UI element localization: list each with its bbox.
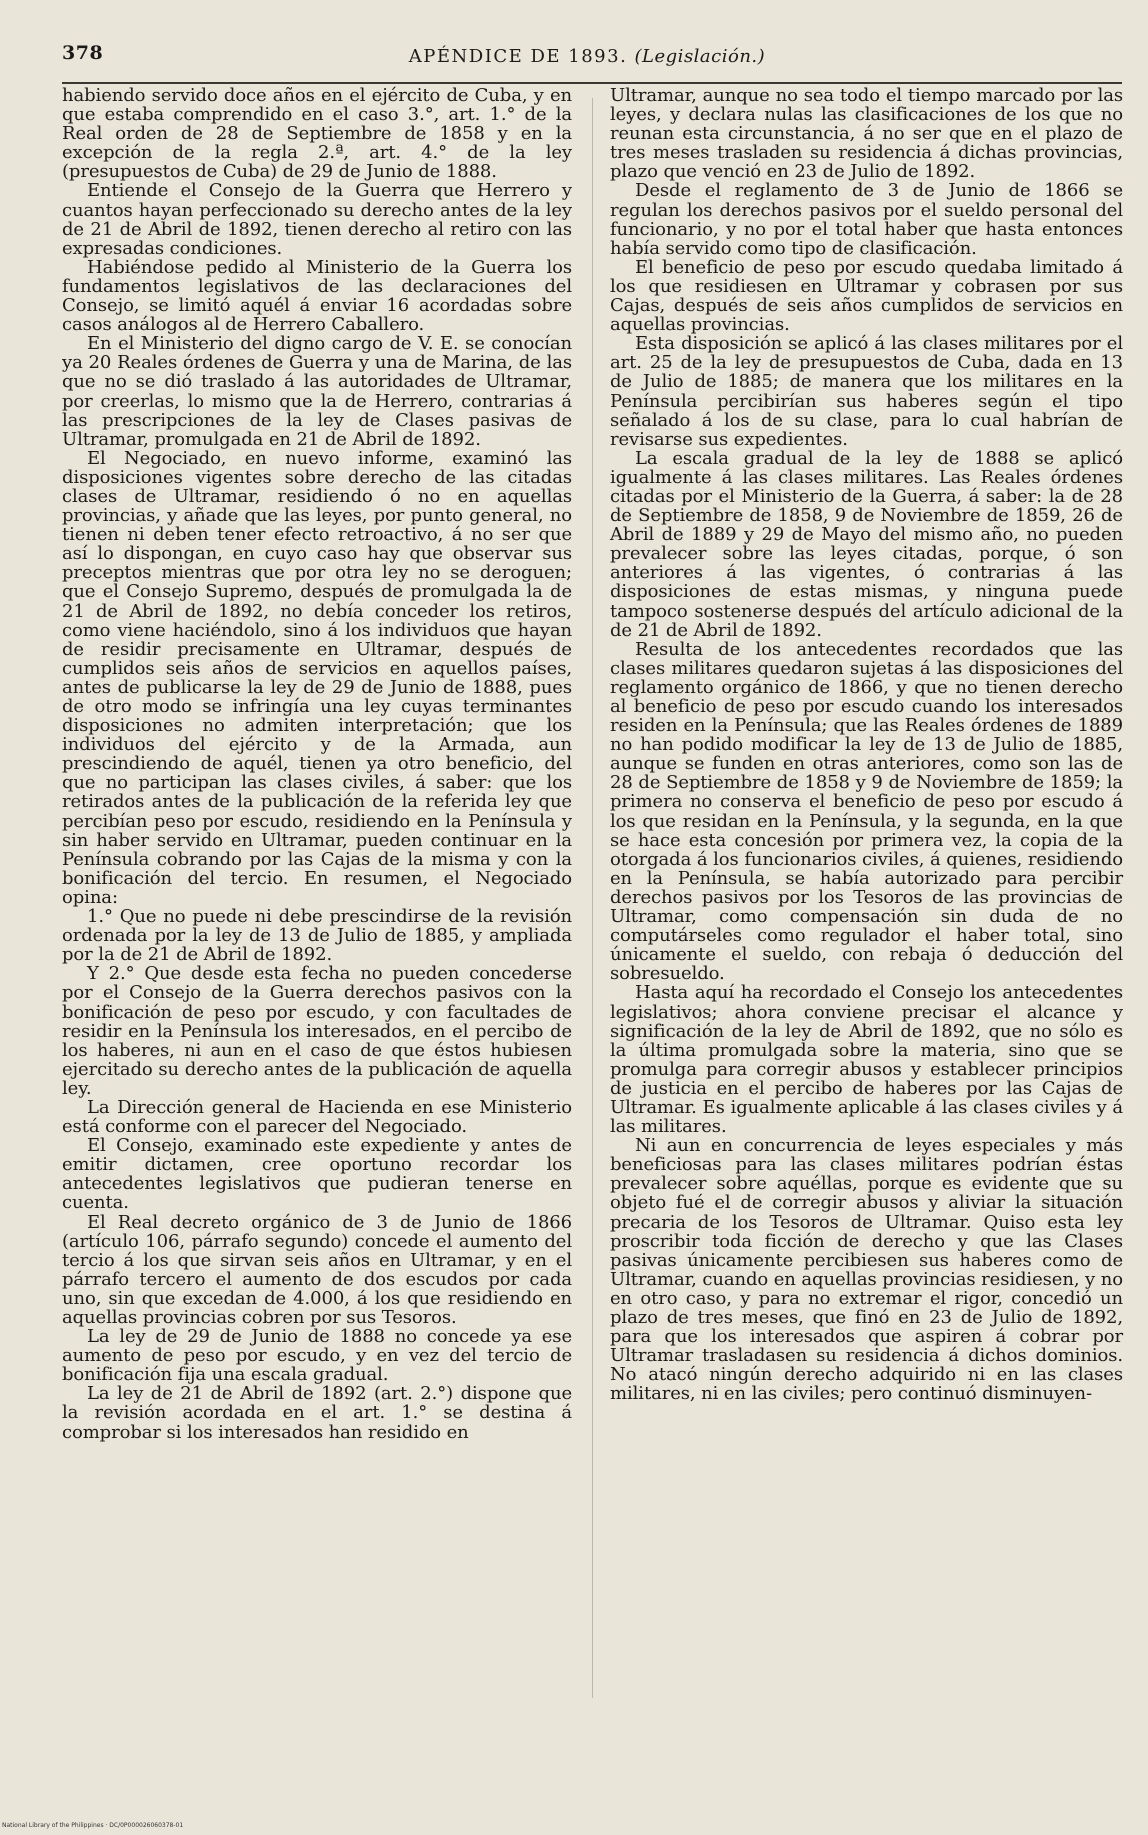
paragraph: El Real decreto orgánico de 3 de Junio de 1866 (artículo 106, párrafo segundo) concede el aumento del tercio á los que sirvan seis años en Ultramar, y en el párrafo tercero el aumento de dos escudos por cada uno, sin que excedan de 4.000, á los que residiendo en aquellas provincias cobren por sus Tesoros. xyxy=(62,1211,572,1328)
running-title-italic: (Legislación.) xyxy=(634,46,766,67)
paragraph: La ley de 29 de Junio de 1888 no concede ya ese aumento de peso por escudo, y en vez del tercio de bonificación fija una escala gradual. xyxy=(62,1326,572,1386)
header-rule xyxy=(62,82,1122,84)
page-number: 378 xyxy=(62,42,104,64)
library-credit: National Library of the Philippines · DC/0P000026060378-01 xyxy=(2,1822,184,1829)
paragraph: La escala gradual de la ley de 1888 se aplicó igualmente á las clases militares. Las Reales órdenes citadas por el Ministerio de la Guerra, á saber: la de 28 de Septiembre de 1858, 9 de Noviembre de 1859, 26 de Abril de 1889 y 29 de Mayo del mismo año, no pueden prevalecer sobre las leyes citadas, porque, ó son anteriores á las vigentes, ó contrarias á las disposiciones de estas mismas, y ninguna puede tampoco sostenerse después del artículo adicional de la de 21 de Abril de 1892. xyxy=(610,447,1123,641)
paragraph: Entiende el Consejo de la Guerra que Herrero y cuantos hayan perfeccionado su derecho antes de la ley de 21 de Abril de 1892, tienen derecho al retiro con las expresadas condiciones. xyxy=(62,180,572,259)
paragraph: Hasta aquí ha recordado el Consejo los antecedentes legislativos; ahora conviene precisar el alcance y significación de la ley de Abril de 1892, que no sólo es la última promulgada sobre la materia, sino que se promulga para corregir abusos y establecer principios de justicia en el percibo de haberes por las Cajas de Ultramar. Es igualmente aplicable á las clases civiles y á las militares. xyxy=(610,982,1123,1138)
paragraph: habiendo servido doce años en el ejército de Cuba, y en que estaba comprendido en el caso 3.°, art. 1.° de la Real orden de 28 de Septiembre de 1858 y en la excepción de la regla 2.ª, art. 4.° de la ley (presupuestos de Cuba) de 29 de Junio de 1888. xyxy=(62,85,572,183)
paragraph: El Consejo, examinado este expediente y antes de emitir dictamen, cree oportuno recordar los antecedentes legislativos que pudieran tenerse en cuenta. xyxy=(62,1135,572,1214)
paragraph: La Dirección general de Hacienda en ese Ministerio está conforme con el parecer del Negociado. xyxy=(62,1096,572,1138)
left-column xyxy=(62,86,572,1442)
paragraph: Y 2.° Que desde esta fecha no pueden concederse por el Consejo de la Guerra derechos pasivos con la bonificación de peso por escudo, y con facultades de residir en la Península los interesados, en el percibo de los haberes, ni aun en el caso de que éstos hubiesen ejercitado su derecho antes de la publicación de aquella ley. xyxy=(62,963,572,1099)
paragraph: El beneficio de peso por escudo quedaba limitado á los que residiesen en Ultramar y cobrasen por sus Cajas, después de seis años cumplidos de servicios en aquellas provincias. xyxy=(610,256,1123,336)
paragraph: Resulta de los antecedentes recordados que las clases militares quedaron sujetas á las disposiciones del reglamento orgánico de 1866, y que no tienen derecho al beneficio de peso por escudo cuando los interesados residen en la Península; que las Reales órdenes de 1889 no han podido modificar la ley de 13 de Julio de 1885, aunque se funden en otras anteriores, como son las de 28 de Septiembre de 1858 y 9 de Noviembre de 1859; la primera no conserva el beneficio de peso por escudo á los que residan en la Península, y la segunda, en la que se hace esta concesión por primera vez, la copia de la otorgada á los funcionarios civiles, á quienes, residiendo en la Península, se había autorizado para percibir derechos pasivos por los Tesoros de las provincias de Ultramar, como compensación sin duda de no computárseles como regulador el haber total, sino únicamente el sueldo, con rebaja ó deducción del sobresueldo. xyxy=(610,638,1123,985)
paragraph: La ley de 21 de Abril de 1892 (art. 2.°) dispone que la revisión acordada en el art. 1.° se destina á comprobar si los interesados han residido en xyxy=(62,1383,572,1443)
paragraph: El Negociado, en nuevo informe, examinó las disposiciones vigentes sobre derecho de las citadas clases de Ultramar, residiendo ó no en aquellas provincias, y añade que las leyes, por punto general, no tienen ni deben tener efecto retroactivo, á no ser que así lo dispongan, en cuyo caso hay que observar sus preceptos mientras que por otra ley no se deroguen; que el Consejo Supremo, después de promulgada la de 21 de Abril de 1892, no debía conceder los retiros, como viene haciéndolo, sino á los individuos que hayan de residir precisamente en Ultramar, después de cumplidos seis años de servicios en aquellos países, antes de publicarse la ley de 29 de Junio de 1888, pues de otro modo se infringía una ley cuyas terminantes disposiciones no admiten interpretación; que los individuos del ejército y de la Armada, aun prescindiendo de aquél, tienen ya otro beneficio, del que no participan las clases civiles, á saber: que los retirados antes de la publicación de la referida ley que percibían peso por escudo, residiendo en la Península y sin haber servido en Ultramar, pueden continuar en la Península cobrando por las Cajas de la misma y con la bonificación del tercio. En resumen, el Negociado opina: xyxy=(62,447,572,908)
paragraph: Desde el reglamento de 3 de Junio de 1866 se regulan los derechos pasivos por el sueldo personal del funcionario, y no por el total haber que hasta entonces había servido como tipo de clasificación. xyxy=(610,180,1123,259)
paragraph: Ultramar, aunque no sea todo el tiempo marcado por las leyes, y declara nulas las clasificaciones de los que no reunan esta circunstancia, á no ser que en el plazo de tres meses trasladen su residencia á dichas provincias, plazo que venció en 23 de Julio de 1892. xyxy=(610,85,1123,183)
paragraph: En el Ministerio del digno cargo de V. E. se conocían ya 20 Reales órdenes de Guerra y una de Marina, de las que no se dió traslado á las autoridades de Ultramar, por creerlas, lo mismo que la de Herrero, contrarias á las prescripciones de la ley de Clases pasivas de Ultramar, promulgada en 21 de Abril de 1892. xyxy=(62,333,572,450)
running-title xyxy=(62,46,1112,67)
paragraph: Ni aun en concurrencia de leyes especiales y más beneficiosas para las clases militares podrían éstas prevalecer sobre aquéllas, porque es evidente que su objeto fué el de corregir abusos y aliviar la situación precaria de los Tesoros de Ultramar. Quiso esta ley proscribir toda ficción de derecho y que las Clases pasivas únicamente percibiesen sus haberes como de Ultramar, cuando en aquellas provincias residiesen, y no en otro caso, y para no extremar el rigor, concedió un plazo de tres meses, que finó en 23 de Julio de 1892, para que los interesados que aspiren á cobrar por Ultramar trasladasen su residencia á dichos dominios. No atacó ningún derecho adquirido ni en las clases militares, ni en las civiles; pero continuó disminuyen- xyxy=(610,1135,1123,1405)
paragraph: 1.° Que no puede ni debe prescindirse de la revisión ordenada por la ley de 13 de Julio de 1885, y ampliada por la de 21 de Abril de 1892. xyxy=(62,906,572,966)
column-divider xyxy=(592,98,593,1698)
right-column xyxy=(610,86,1123,1403)
paragraph: Esta disposición se aplicó á las clases militares por el art. 25 de la ley de presupuestos de Cuba, dada en 13 de Julio de 1885; de manera que los militares en la Península percibirían sus haberes según el tipo señalado á los de su clase, para lo cual habrían de revisarse sus expedientes. xyxy=(610,333,1123,450)
running-title-main: APÉNDICE DE 1893. xyxy=(408,46,628,67)
paragraph: Habiéndose pedido al Ministerio de la Guerra los fundamentos legislativos de las declaraciones del Consejo, se limitó aquél á enviar 16 acordadas sobre casos análogos al de Herrero Caballero. xyxy=(62,256,572,336)
page-header xyxy=(62,42,1112,72)
